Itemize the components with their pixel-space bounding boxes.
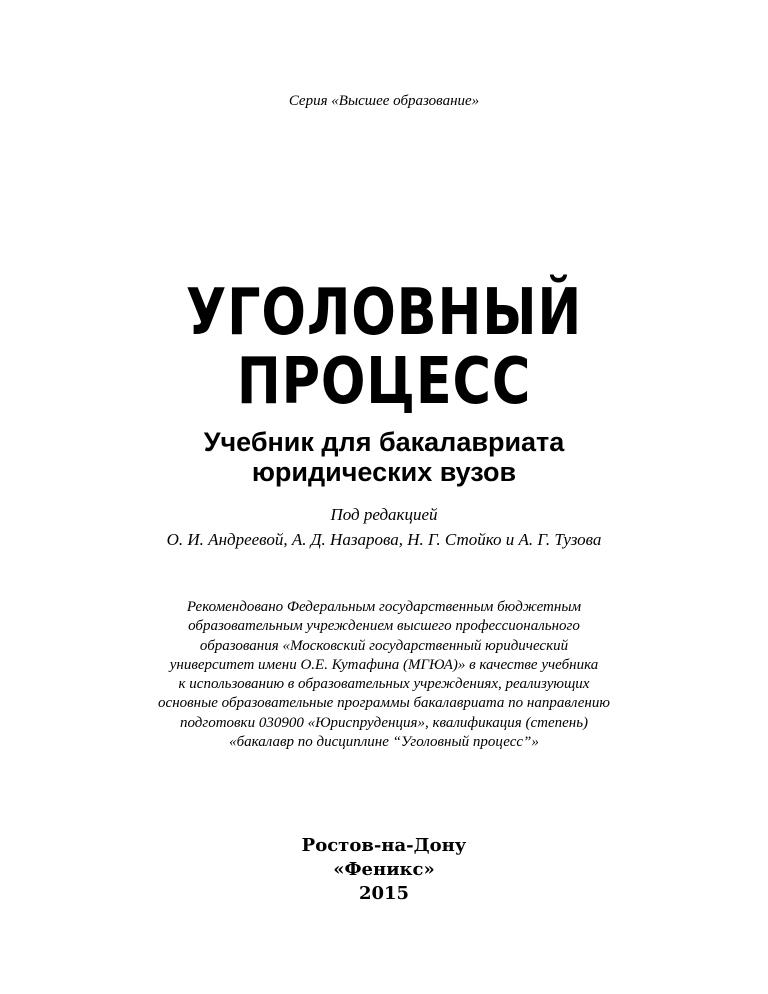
book-subtitle-line-1: Учебник для бакалавриата	[203, 427, 565, 457]
recommendation-line: образовательным учреждением высшего профессионального	[188, 618, 580, 635]
recommendation-line: основные образовательные программы бакалавриата по направлению	[158, 695, 610, 712]
series-name: Серия «Высшее образование»	[288, 93, 480, 109]
recommendation-line: образования «Московский государственный юридический	[199, 637, 569, 654]
recommendation-line: Рекомендовано Федеральным государственным бюджетным	[186, 599, 582, 615]
recommendation-text	[64, 598, 704, 752]
imprint-city: Ростов-на-Дону	[301, 835, 467, 856]
editors-label: Под редакцией	[330, 505, 438, 524]
book-subtitle-line-2: юридических вузов	[251, 457, 517, 487]
book-title-line-2: ПРОЦЕСС	[236, 345, 532, 419]
editors-names: О. И. Андреевой, А. Д. Назарова, Н. Г. Стойко и А. Г. Тузова	[166, 530, 602, 549]
recommendation-line: подготовки 030900 «Юриспруденция», квалификация (степень)	[179, 714, 589, 731]
recommendation-line: к использованию в образовательных учреждениях, реализующих	[178, 676, 590, 693]
imprint-publisher: «Феникс»	[333, 859, 435, 880]
recommendation-line: «бакалавр по дисциплине “Уголовный процесс”»	[229, 734, 539, 751]
book-title-line-1: УГОЛОВНЫЙ	[185, 276, 583, 350]
imprint-year: 2015	[358, 883, 410, 904]
recommendation-line: университет имени О.Е. Кутафина (МГЮА)» в качестве учебника	[169, 656, 599, 673]
